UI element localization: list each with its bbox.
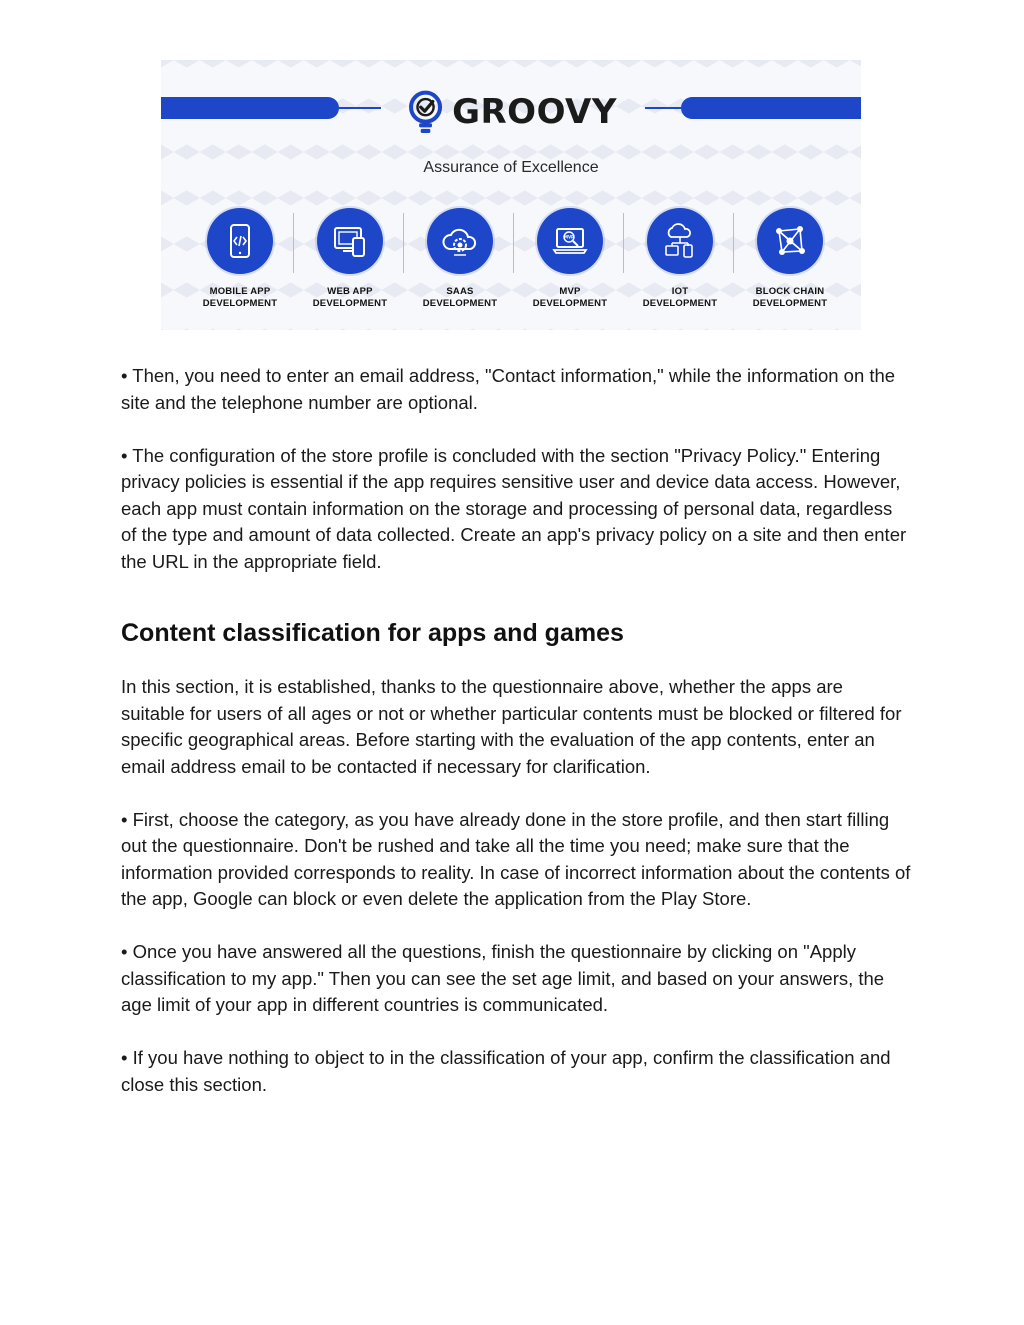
services-row — [185, 208, 845, 318]
service-label-line2: DEVELOPMENT — [422, 298, 498, 309]
service-label-line1: SAAS — [446, 286, 474, 297]
lightbulb-check-icon — [407, 84, 444, 140]
service-label-line1: MVP — [559, 286, 581, 297]
service-label-line2: DEVELOPMENT — [752, 298, 828, 309]
web-app-icon — [330, 221, 370, 261]
iot-cloud-devices-icon — [660, 221, 700, 261]
mvp-badge-text: MVP — [563, 234, 575, 240]
groovy-banner — [161, 60, 861, 330]
blockchain-network-icon — [770, 221, 810, 261]
cloud-gear-icon — [440, 221, 480, 261]
service-mobile-app — [185, 208, 295, 318]
service-label-line1: BLOCK CHAIN — [755, 286, 825, 297]
service-label-line2: DEVELOPMENT — [312, 298, 388, 309]
service-label-line2: DEVELOPMENT — [202, 298, 278, 309]
paragraph-privacy-policy: • The configuration of the store profile is concluded with the section "Privacy Policy." Entering privacy policies is essential if the app requires sensitive user and device data access. However, each app must contain information on the storage and processing of personal data, regardless of the type and amount of data collected. Create an app's privacy policy on a site and then enter the URL in the appropriate field. — [121, 444, 907, 572]
banner-line-left — [339, 107, 381, 109]
service-iot — [625, 208, 735, 318]
paragraph-category: • First, choose the category, as you have already done in the store profile, and then start filling out the questionnaire. Don't be rushed and take all the time you need; make sure that the information provided corresponds to reality. In case of incorrect information about the contents of the app, Google can block or even delete the application from the Play Store. — [121, 808, 911, 909]
groovy-logo — [407, 82, 617, 142]
paragraph-apply-classification: • Once you have answered all the questions, finish the questionnaire by clicking on "Apply classification to my app." Then you can see the set age limit, and based on your answers, the age limit of your app in different countries is communicated. — [121, 941, 885, 1015]
service-label-line2: DEVELOPMENT — [532, 298, 608, 309]
service-mvp — [515, 208, 625, 318]
service-label-line1: WEB APP — [327, 286, 373, 297]
mobile-code-icon — [220, 221, 260, 261]
service-web-app — [295, 208, 405, 318]
service-label-line1: MOBILE APP — [209, 286, 271, 297]
service-saas — [405, 208, 515, 318]
service-blockchain — [735, 208, 845, 318]
service-label-line2: DEVELOPMENT — [642, 298, 718, 309]
paragraph-contact-info: • Then, you need to enter an email address, "Contact information," while the information on the site and the telephone number are optional. — [121, 365, 896, 413]
article-body — [121, 363, 911, 1098]
tagline: Assurance of Excellence — [423, 159, 599, 176]
mvp-laptop-icon — [550, 221, 590, 261]
banner-bar-left — [161, 97, 339, 119]
brand-name: GROOVY — [452, 92, 617, 132]
paragraph-intro: In this section, it is established, thanks to the questionnaire above, whether the apps are suitable for users of all ages or not or whether particular contents must be blocked or filtered for specific geographical areas. Before starting with the evaluation of the app contents, enter an email address email to be contacted if necessary for clarification. — [121, 676, 902, 777]
paragraph-confirm: • If you have nothing to object to in the classification of your app, confirm the classification and close this section. — [121, 1047, 891, 1095]
section-heading: Content classification for apps and games — [121, 619, 624, 647]
banner-bar-right — [681, 97, 861, 119]
banner-line-right — [645, 107, 681, 109]
service-label-line1: IOT — [671, 286, 689, 297]
